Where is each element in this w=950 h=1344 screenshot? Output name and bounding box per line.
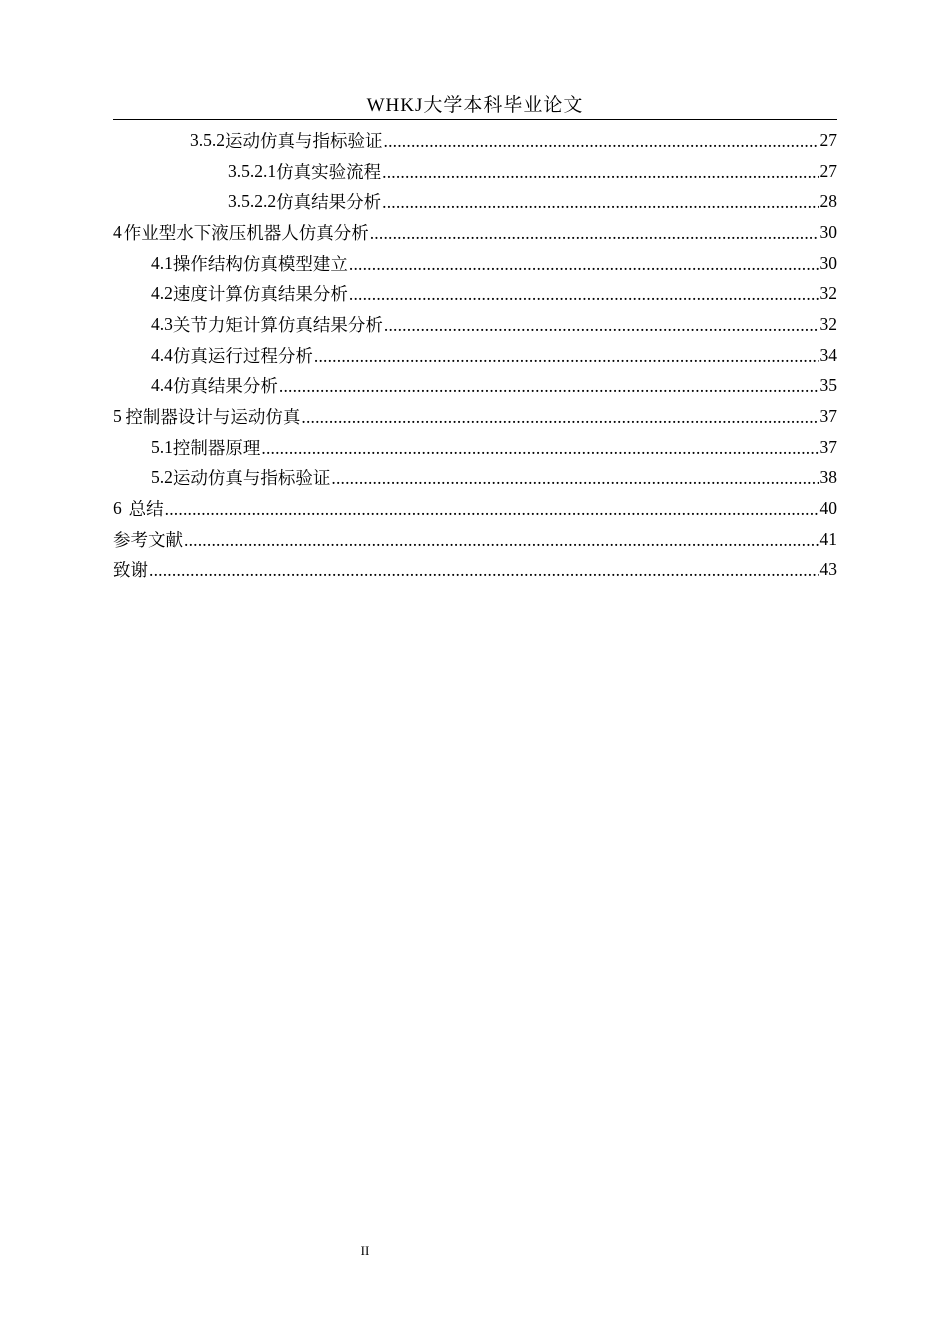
toc-dot-leader [184, 530, 819, 551]
toc-entry-title: 仿真结果分析 [276, 192, 382, 213]
toc-entry-title: 速度计算仿真结果分析 [172, 284, 348, 305]
toc-entry[interactable] [113, 432, 837, 463]
toc-entry-number: 4.3 [151, 313, 173, 334]
toc-dot-leader [149, 560, 819, 581]
toc-entry-page: 37 [819, 406, 837, 427]
toc-dot-leader [314, 346, 819, 367]
header-rule [113, 119, 837, 120]
toc-entry-title: 仿真运行过程分析 [172, 345, 313, 366]
toc-dot-leader [370, 223, 819, 244]
toc-dot-leader [384, 131, 819, 152]
toc-dot-leader [301, 407, 818, 428]
toc-entry-page: 41 [819, 528, 837, 549]
toc-entry[interactable] [113, 309, 837, 340]
toc-entry-number: 4.4 [151, 375, 173, 396]
toc-entry[interactable] [113, 186, 837, 217]
toc-entry-page: 32 [819, 313, 837, 334]
toc-entry-number: 6 [113, 498, 122, 519]
toc-entry-title: 致谢 [113, 560, 148, 581]
toc-dot-leader [382, 192, 818, 213]
toc-entry-number: 4.4 [151, 344, 173, 365]
toc-entry-number: 3.5.2.2 [228, 191, 277, 212]
toc-entry[interactable] [113, 340, 837, 371]
toc-entry[interactable] [113, 248, 837, 279]
toc-dot-leader [261, 438, 818, 459]
toc-entry-title: 控制器原理 [172, 437, 261, 458]
toc-entry-page: 35 [819, 375, 837, 396]
table-of-contents [113, 125, 837, 585]
toc-entry-title: 运动仿真与指标验证 [172, 468, 331, 489]
toc-entry[interactable] [113, 493, 837, 524]
toc-dot-leader [349, 254, 819, 275]
toc-entry-page: 32 [819, 283, 837, 304]
page-number: II [360, 1243, 370, 1258]
toc-entry-number: 5.2 [151, 467, 173, 488]
toc-entry[interactable] [113, 401, 837, 432]
toc-entry-number: 4.2 [151, 283, 173, 304]
toc-entry-page: 27 [819, 160, 837, 181]
toc-entry-title: 总结 [128, 499, 164, 520]
toc-entry-page: 30 [819, 252, 837, 273]
toc-entry-page: 40 [819, 498, 837, 519]
toc-entry-title: 关节力矩计算仿真结果分析 [172, 314, 383, 335]
toc-entry-number: 4 [113, 221, 122, 242]
toc-entry-page: 28 [819, 191, 837, 212]
toc-entry[interactable] [113, 217, 837, 248]
toc-entry-number: 3.5.2.1 [228, 160, 277, 181]
toc-dot-leader [331, 468, 818, 489]
toc-entry-title: 仿真实验流程 [276, 161, 382, 182]
toc-entry[interactable] [113, 371, 837, 402]
toc-entry-title: 控制器设计与运动仿真 [125, 407, 301, 428]
toc-entry-number: 3.5.2 [190, 129, 225, 150]
toc-entry-title: 作业型水下液压机器人仿真分析 [123, 222, 369, 243]
running-header [113, 94, 837, 120]
toc-entry[interactable] [113, 125, 837, 156]
toc-entry-page: 38 [819, 467, 837, 488]
toc-entry-page: 30 [819, 221, 837, 242]
toc-entry[interactable] [113, 524, 837, 555]
header-title: WHKJ大学本科毕业论文 [366, 95, 584, 116]
toc-entry-page: 37 [819, 436, 837, 457]
toc-entry-page: 43 [819, 559, 837, 580]
toc-entry-title: 参考文献 [113, 529, 183, 550]
toc-entry-number: 5 [113, 406, 122, 427]
toc-entry[interactable] [113, 555, 837, 586]
toc-entry[interactable] [113, 156, 837, 187]
toc-entry-title: 操作结构仿真模型建立 [172, 253, 348, 274]
toc-dot-leader [165, 499, 819, 520]
toc-entry-title: 仿真结果分析 [172, 376, 278, 397]
toc-entry-number: 5.1 [151, 436, 173, 457]
toc-entry-title: 运动仿真与指标验证 [225, 130, 383, 151]
toc-entry-page: 34 [819, 344, 837, 365]
toc-entry[interactable] [113, 463, 837, 494]
toc-dot-leader [382, 162, 818, 183]
toc-dot-leader [384, 315, 819, 336]
toc-entry-number: 4.1 [151, 252, 173, 273]
toc-dot-leader [349, 284, 819, 305]
toc-dot-leader [279, 376, 819, 397]
toc-entry-page: 27 [819, 129, 837, 150]
toc-entry[interactable] [113, 278, 837, 309]
